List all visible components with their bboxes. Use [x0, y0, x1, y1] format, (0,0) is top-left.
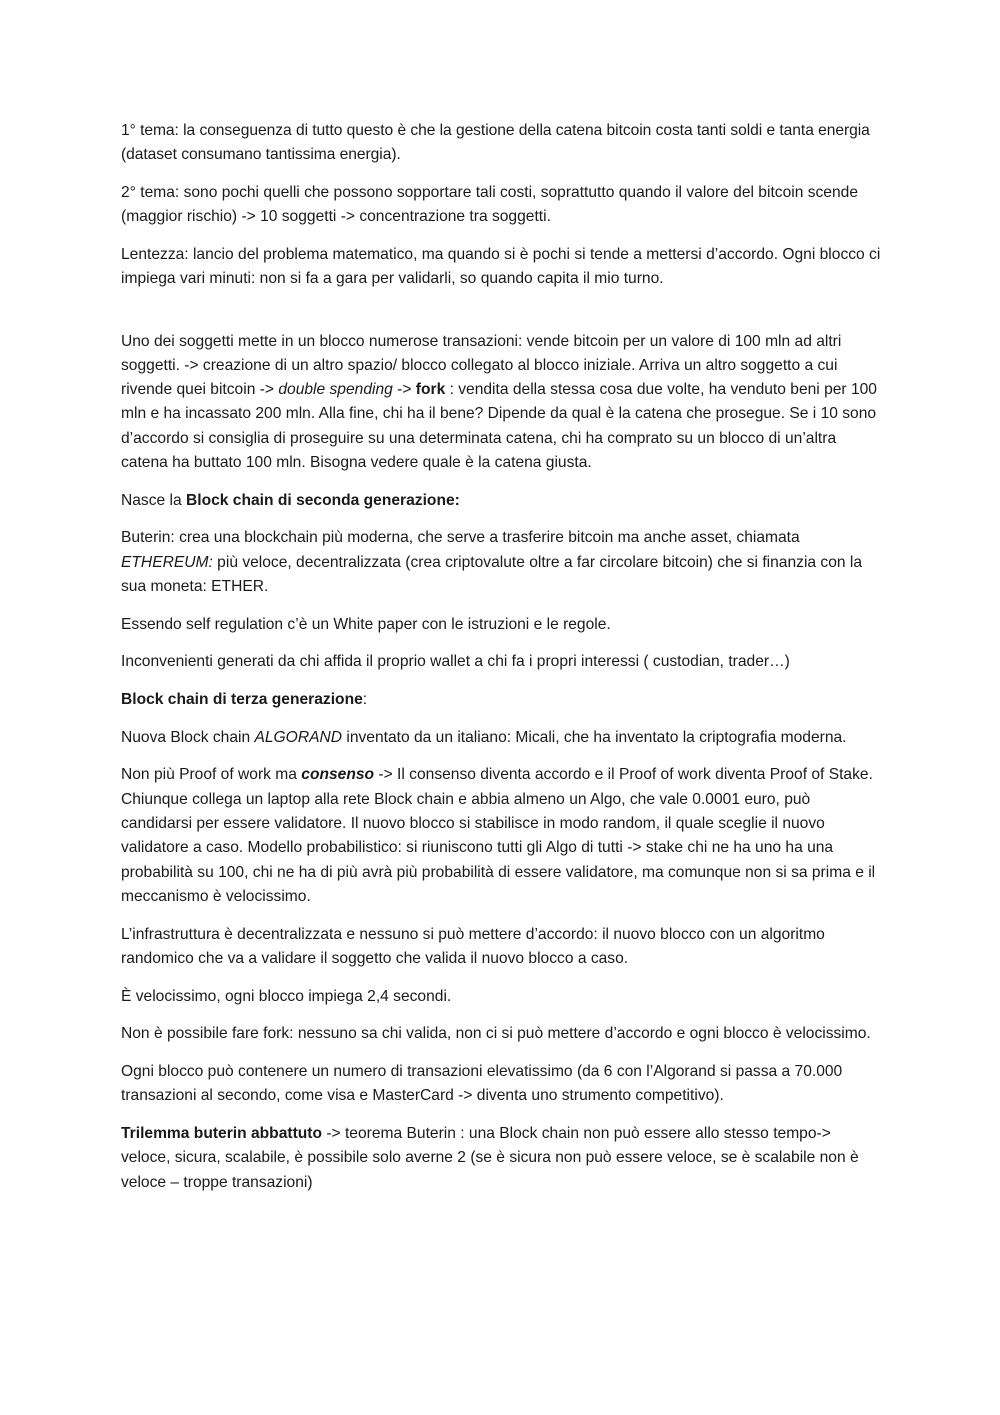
- paragraph-text-segment: inventato da un italiano: Micali, che ha inventato la criptografia moderna.: [342, 728, 847, 746]
- paragraph-text-segment: più veloce, decentralizzata (crea criptovalute oltre a far circolare bitcoin) che si finanzia con la sua moneta: ETHER.: [121, 553, 863, 596]
- paragraph-text-segment: Non è possibile fare fork: nessuno sa chi valida, non ci si può mettere d’accordo e ogni blocco è velocissimo.: [121, 1025, 871, 1043]
- paragraph-text-segment: ->: [392, 381, 416, 399]
- paragraph-p16: [121, 1122, 883, 1195]
- paragraph-p12: [121, 923, 883, 972]
- paragraph-p13: [121, 985, 883, 1009]
- paragraph-text-segment: Ogni blocco può contenere un numero di transazioni elevatissimo (da 6 con l’Algorand si passa a 70.000 transazioni al secondo, come visa e MasterCard -> diventa uno strumento competitivo).: [121, 1062, 843, 1105]
- paragraph-text-segment: Nuova Block chain: [121, 728, 255, 746]
- paragraph-text-segment: Nasce la: [121, 491, 187, 509]
- paragraph-text-segment: consenso: [301, 766, 375, 784]
- paragraph-text-segment: Inconvenienti generati da chi affida il proprio wallet a chi fa i propri interessi ( custodian, trader…): [121, 653, 790, 671]
- paragraph-text-segment: -> teorema Buterin : una Block chain non può essere allo stesso tempo-> veloce, sicura, scalabile, è possibile solo averne 2 (se è sicura non può essere veloce, se è scalabile non è veloce – troppe transazioni): [121, 1124, 859, 1191]
- paragraph-text-segment: 2° tema: sono pochi quelli che possono sopportare tali costi, soprattutto quando il valore del bitcoin scende (maggior rischio) -> 10 soggetti -> concentrazione tra soggetti.: [121, 183, 858, 226]
- paragraph-text-segment: Non più Proof of work ma: [121, 766, 302, 784]
- paragraph-p9: [121, 688, 883, 712]
- paragraph-text-segment: Lentezza: lancio del problema matematico, ma quando si è pochi si tende a mettersi d’accordo. Ogni blocco ci impiega vari minuti: non si fa a gara per validarli, so quando capita il mio turno.: [121, 245, 881, 288]
- paragraph-text-segment: Trilemma buterin abbattuto: [121, 1124, 323, 1142]
- paragraph-text-segment: ETHEREUM:: [121, 553, 213, 571]
- paragraph-p14: [121, 1022, 883, 1046]
- paragraph-p11: [121, 763, 883, 909]
- paragraph-p3: [121, 243, 883, 292]
- paragraph-text-segment: Block chain di terza generazione: [121, 691, 363, 709]
- paragraph-p4: [121, 330, 883, 476]
- paragraph-p1: [121, 119, 883, 168]
- paragraph-p10: [121, 726, 883, 750]
- paragraph-text-segment: :: [362, 691, 368, 709]
- paragraph-text-segment: 1° tema: la conseguenza di tutto questo è che la gestione della catena bitcoin costa tanti soldi e tanta energia (dataset consumano tantissima energia).: [121, 122, 870, 164]
- paragraph-text-segment: fork: [415, 381, 446, 399]
- paragraph-text-segment: Buterin: crea una blockchain più moderna, che serve a trasferire bitcoin ma anche asset, chiamata: [121, 529, 800, 547]
- paragraph-p5: [121, 489, 883, 513]
- document-body: [121, 119, 883, 1208]
- paragraph-p15: [121, 1060, 883, 1109]
- paragraph-text-segment: L’infrastruttura è decentralizzata e nessuno si può mettere d’accordo: il nuovo blocco con un algoritmo randomico che va a validare il soggetto che valida il nuovo blocco a caso.: [121, 925, 825, 967]
- paragraph-text-segment: ALGORAND: [254, 728, 343, 746]
- paragraph-text-segment: Essendo self regulation c’è un White paper con le istruzioni e le regole.: [121, 615, 611, 633]
- paragraph-p2: [121, 181, 883, 230]
- paragraph-p6: [121, 526, 883, 599]
- paragraph-p8: [121, 650, 883, 674]
- paragraph-text-segment: È velocissimo, ogni blocco impiega 2,4 secondi.: [121, 987, 452, 1005]
- paragraph-text-segment: Block chain di seconda generazione:: [186, 491, 460, 509]
- paragraph-text-segment: Uno dei soggetti mette in un blocco numerose transazioni: vende bitcoin per un valore di 100 mln ad altri soggetti. -> creazione di un altro spazio/ blocco collegato al blocco iniziale. Arriva un altro soggetto a cui rivende quei bitcoin ->: [121, 332, 842, 399]
- paragraph-text-segment: double spending: [278, 381, 393, 399]
- paragraph-p7: [121, 613, 883, 637]
- paragraph-text-segment: -> Il consenso diventa accordo e il Proof of work diventa Proof of Stake. Chiunque collega un laptop alla rete Block chain e abbia almeno un Algo, che vale 0.0001 euro, può candidarsi per essere validatore. Il nuovo blocco si stabilisce in modo random, il quale sceglie il nuovo validatore a caso. Modello probabilistico: si riuniscono tutti gli Algo di tutti -> stake chi ne ha uno ha una probabilità su 100, chi ne ha di più avrà più probabilità di essere validatore, ma comunque non si sa prima e il meccanismo è velocissimo.: [121, 766, 876, 905]
- paragraph-text-segment: : vendita della stessa cosa due volte, ha venduto beni per 100 mln e ha incassato 200 mln. Alla fine, chi ha il bene? Dipende da qual è la catena che prosegue. Se i 10 sono d’accordo si consiglia di proseguire su una determinata catena, chi ha comprato su un blocco di un’altra catena ha buttato 100 mln. Bisogna vedere quale è la catena giusta.: [121, 381, 877, 472]
